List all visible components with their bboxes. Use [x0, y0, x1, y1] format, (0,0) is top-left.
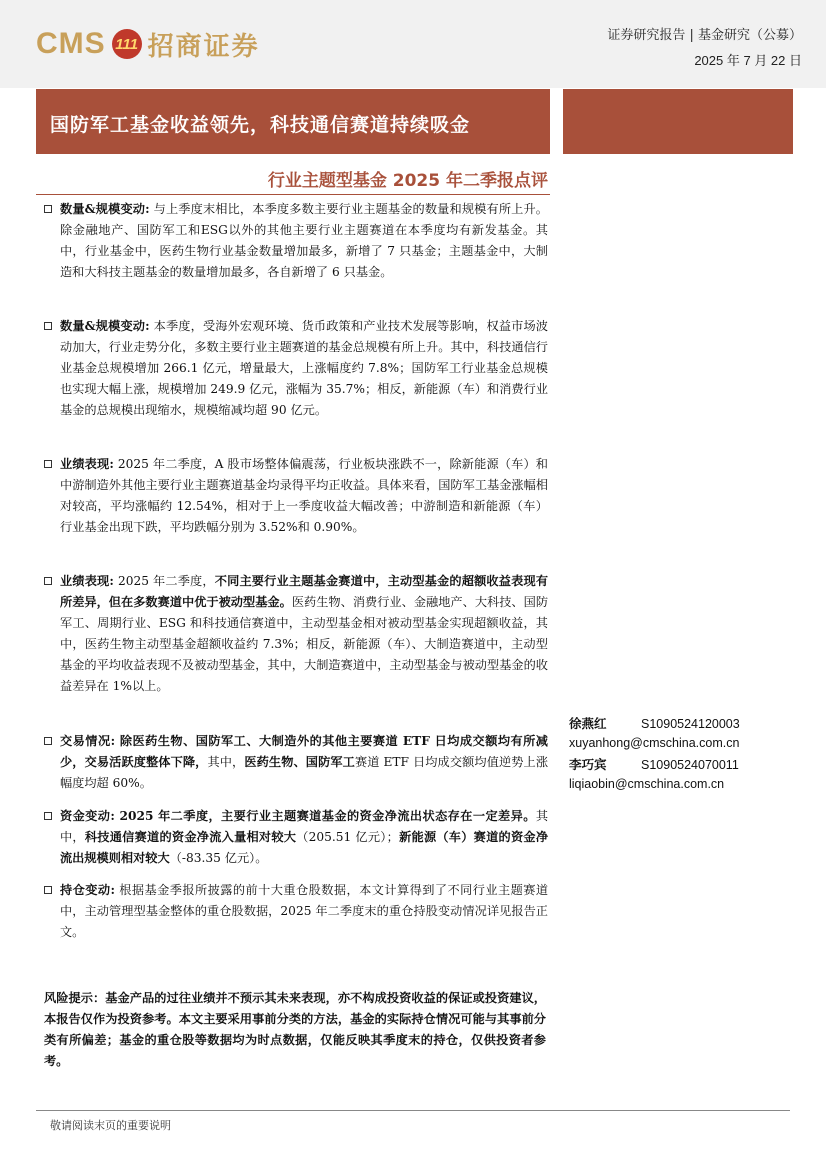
logo-badge-icon: 111	[112, 29, 142, 59]
bullet-text: 赛道 ETF 日均成交额均值逆势上涨幅度均超 60%。	[60, 755, 549, 790]
bullet-label: 业绩表现:	[60, 457, 114, 471]
risk-warning: 风险提示：基金产品的过往业绩并不预示其未来表现，亦不构成投资收益的保证或投资建议，本报告仅作为投资参考。本文主要采用事前分类的方法，基金的实际持仓情况可能与其事前分类有所偏差；基金的重仓股等数据均为时点数据，仅能反映其季度末的持仓，仅供投资者参考。	[44, 991, 546, 1068]
bullet-label: 持仓变动:	[60, 883, 115, 897]
checkbox-square-icon	[44, 205, 52, 213]
analyst-name: 李巧宾	[569, 757, 607, 772]
analyst-block	[569, 714, 799, 750]
side-banner	[563, 89, 793, 154]
summary-bullet	[44, 571, 548, 697]
bullet-text: 2025 年二季度，	[113, 574, 215, 588]
logo-cms-text: CMS	[36, 27, 106, 60]
bullet-label: 资金变动:	[60, 809, 115, 823]
analyst-block	[569, 755, 799, 791]
checkbox-square-icon	[44, 737, 52, 745]
divider	[36, 194, 550, 195]
checkbox-square-icon	[44, 460, 52, 468]
checkbox-square-icon	[44, 886, 52, 894]
summary-bullet	[44, 880, 548, 943]
report-date: 2025 年 7 月 22 日	[694, 53, 802, 68]
bullet-bold-text: 新能源（车）赛道的资金净流出规模则相对较大	[60, 830, 549, 865]
summary-bullet	[44, 316, 548, 421]
analyst-id: S1090524070011	[641, 758, 739, 772]
analyst-id: S1090524120003	[641, 717, 740, 731]
bullet-bold-text: 科技通信赛道的资金净流入量相对较大	[84, 830, 297, 844]
bullet-label: 数量&规模变动:	[60, 202, 150, 216]
footer-notice: 敬请阅读末页的重要说明	[50, 1119, 171, 1132]
bullet-text: 2025 年二季度，A 股市场整体偏震荡，行业板块涨跌不一，除新能源（车）和中游制造外其他主要行业主题赛道基金均录得平均正收益。具体来看，国防军工基金涨幅相对较高，平均涨幅约 12.54%，相对于上一季度收益大幅改善；中游制造和新能源（车）行业基金出现下跌，平均跌幅分别为 3.52%和 0.90%。	[60, 457, 548, 534]
summary-bullet	[44, 731, 548, 794]
checkbox-square-icon	[44, 322, 52, 330]
cms-logo	[36, 22, 260, 66]
page-subtitle: 行业主题型基金 2025 年二季报点评	[267, 171, 548, 191]
bullet-bold-text: 除医药生物、国防军工、大制造外的其他主要赛道 ETF 日均成交额均有所减少，交易活跃度整体下降，	[60, 734, 548, 769]
bullet-label: 业绩表现:	[60, 574, 114, 588]
report-type: 证券研究报告 | 基金研究（公募）	[607, 28, 802, 43]
bullet-bold-text: 不同主要行业主题基金赛道中，主动型基金的超额收益表现有所差异，但在多数赛道中优于被动型基金。	[60, 574, 549, 609]
bullet-bold-text: 2025 年二季度，主要行业主题赛道基金的资金净流出状态存在一定差异。	[114, 809, 536, 823]
bullet-text: 其中，	[60, 809, 549, 844]
page-title: 国防军工基金收益领先，科技通信赛道持续吸金	[50, 114, 471, 136]
bullet-bold-text: 医药生物、国防军工	[244, 755, 355, 769]
summary-bullet	[44, 199, 548, 283]
bullet-text: 医药生物、消费行业、金融地产、大科技、国防军工、周期行业、ESG 和科技通信赛道中，主动型基金相对被动型基金实现超额收益，其中，医药生物主动型基金超额收益约 7.3%；相反，新能源（车）、大制造赛道中，主动型基金的平均收益表现不及被动型基金，其中，大制造赛道中，主动型基金与被动型基金的收益差异在 1%以上。	[60, 595, 549, 693]
checkbox-square-icon	[44, 577, 52, 585]
analyst-name: 徐燕红	[569, 716, 607, 731]
summary-bullet	[44, 806, 548, 869]
bullet-label: 数量&规模变动:	[60, 319, 150, 333]
bullet-text: 与上季度末相比，本季度多数主要行业主题基金的数量和规模有所上升。除金融地产、国防军工和ESG以外的其他主要行业主题赛道在本季度均有新发基金。其中，行业基金中，医药生物行业基金数量增加最多，新增了 7 只基金；主题基金中，大制造和大科技主题基金的数量增加最多，各自新增了 6 只基金。	[60, 202, 548, 279]
bullet-text: 本季度，受海外宏观环境、货币政策和产业技术发展等影响，权益市场波动加大，行业走势分化，多数主要行业主题赛道的基金总规模有所上升。其中，科技通信行业基金总规模增加 266.1 亿元，增量最大，上涨幅度约 7.8%；国防军工行业基金总规模也实现大幅上涨，规模增加 249.9 亿元，涨幅为 35.7%；相反，新能源（车）和消费行业基金的总规模出现缩水，规模缩减均超 90 亿元。	[60, 319, 548, 417]
footer-divider	[36, 1110, 790, 1111]
bullet-text: （-83.35 亿元）。	[169, 851, 268, 865]
bullet-text: 其中，	[207, 755, 245, 769]
analyst-email[interactable]: xuyanhong@cmschina.com.cn	[569, 736, 740, 750]
bullet-text: （205.51 亿元）；	[296, 830, 399, 844]
logo-company-name: 招商证券	[147, 31, 260, 62]
checkbox-square-icon	[44, 812, 52, 820]
bullet-label: 交易情况:	[60, 734, 116, 748]
summary-bullet	[44, 454, 548, 538]
analyst-email[interactable]: liqiaobin@cmschina.com.cn	[569, 777, 725, 791]
bullet-text: 根据基金季报所披露的前十大重仓股数据，本文计算得到了不同行业主题赛道中，主动管理型基金整体的重仓股数据，2025 年二季度末的重仓持股变动情况详见报告正文。	[60, 883, 549, 939]
